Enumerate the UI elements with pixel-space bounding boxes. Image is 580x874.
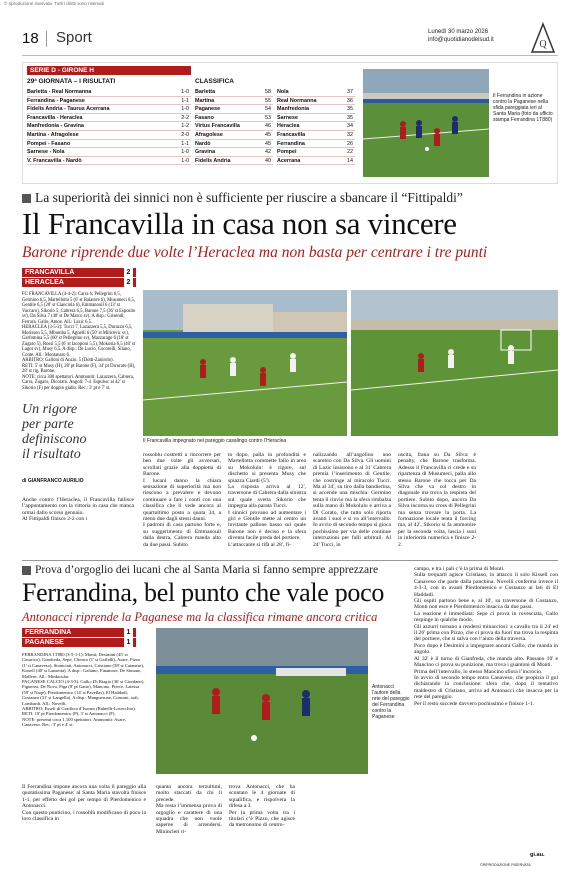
standing-row-label: Nola [277,89,289,95]
standings-right [277,88,355,165]
article2-scoreboard [22,628,136,648]
standing-row-label: Martina [195,97,215,104]
results-box [22,62,558,184]
result-row-label: Martina - Afragolese [27,131,79,138]
lineups-text: FC FRANCAVILLA (4-4-2): Carra 6; Pellegrini 6,5, Germino 6,5, Martellotta 5 (6' st Balatore 6), Musumeci 6,5, Gentile 6,5 (20' st Cianciola 6), Emmanouil 6 (13' st Vaccaro), Sikorio 5, Cabrera 6,5, Barone 7,5 (36' st Esposito sv), Da Silva 7 (48' st De Marco sv). A disp.: Grisendi, Ferrara, Gallo, Amoe. All.: Lazic 6,5. HERACLEA (3-5-2): Tucci 7, Lazazzera 5,5, Durazzo 6,5, Morisson 5,5, Mbumba 5, Agnelli 6 (50' st Milicevic sv), Garfomina 5,5 (60' st Pellegrino sv), Mazzarago 6 (18' st Zugaro 5), Rossi 5,5 (6' st Iacoponi 5,5), Mokosia 6,5 (40' st Lagor sv), Musy 6,5. A disp.: De Lucio, Cocorelli, Silano, Conte. All.: Montanaro 6. [22,292,136,358]
result-row [27,140,191,149]
standing-row-value: 45 [265,140,271,147]
kicker-square-icon [22,194,31,203]
standing-row-value: 35 [347,106,353,113]
article1-kicker [22,190,558,206]
standing-row [277,122,355,131]
result-row-label: Fidelis Andria - Taurus Acerrana [27,106,110,113]
standing-row [195,122,273,131]
standing-row-value: 40 [265,157,271,164]
result-row [27,148,191,157]
result-row [27,114,191,123]
article1-lineups [22,292,136,391]
standing-row-value: 32 [347,131,353,138]
standing-row [277,148,355,157]
standing-row [277,131,355,140]
header-date-block [428,28,494,44]
article1-column-2: rossoblu costretti a rincorrere per ben due volte gli avversari, scrollati grazie alla doppietta di Barone. I lucani danno la chiara sensazione di superiorità ma non riescono a prevalere e devono continuare a fare i conti con una classifica che li vede ancora al quartultimo posto a quota 34, a meno due dagli stessi dauni. I padroni di casa partono forte e, su suggerimento di Emmanouil dalla destra, Cabrera manda alto da due passi. Subito [143,452,221,548]
article1-byline: di GIANFRANCO AURILIO [22,478,84,484]
league-banner: SERIE D - GIRONE H [27,66,191,75]
article1-column-3: to dopo, palla in profondità e Martellotta commette fallo in area su Mokolulu: è rigore, sul dischetto si presenta Musy che spiazza Ciardi (5'). La risposta arriva al 12', traversone di Cabrera dalla sinistra sul quale svetta Sikorio che impegna alla parata Tucci. I sinnici provano ad aumentare i giri e Gentile mette al centro un invitante pallone basso sul quale Barone non è deciso e la sfera diventa facile preda del portiere. L’attaccante si rifà al 28', fi- [228,452,306,548]
result-row-label: Sarnese - Nola [27,149,65,156]
standing-row-label: Fidelis Andria [195,157,231,164]
article2-signoff: gi.au. [530,852,545,858]
francavilla-action-photo [351,290,558,436]
result-row [27,157,191,166]
standing-row-value: 54 [265,106,271,113]
standing-row-label: Barletta [195,89,216,95]
team-goals: 1 [124,628,133,637]
article2-column-2: quanto ancora terzultimi, molto staccati da chi li precede. Ma resta l’immensa prova di orgoglio e carattere di una squadra che non vuole saperne di arrendersi. Minincleri ri- [156,784,222,835]
result-row-label: Francavilla - Heraclea [27,114,83,121]
page-header [22,20,558,56]
article1-headline: Il Francavilla in casa non sa vincere [22,206,457,241]
standing-row-label: Real Normanna [277,97,317,104]
francavilla-match-photo [143,290,347,436]
article1-column-1: Anche contro l’Heraclea, il Francavilla fallisce l’appuntamento con la vittoria in casa che manca ormai dallo scorso gennaio. Al Fittipaldi finisce 2-2 con i [22,497,134,523]
standing-row-label: Nardò [195,140,211,147]
newspaper-logo-icon [530,22,556,54]
standing-row-label: Francavilla [277,131,306,138]
score-row [22,628,136,637]
team-name: PAGANESE [25,639,64,646]
standing-row-value: 46 [265,123,271,130]
article2-kicker-text: Prova d’orgoglio dei lucani che al Santa Maria si fanno sempre apprezzare [35,564,379,576]
result-row-value: 2-2 [181,114,189,121]
results-table [27,88,191,165]
result-row-value: 1-1 [181,140,189,147]
team-goals: 1 [124,638,133,647]
standing-row-label: Manfredonia [277,106,310,113]
result-row [27,105,191,114]
standing-row-value: 53 [265,114,271,121]
section-name: Sport [56,29,92,46]
standing-row [195,157,273,166]
result-row-label: Barletta - Real Normanna [27,89,92,95]
lineups-text: FERRANDINA 1T880 (3-5-1-1): Monti; Desimini (45' st Casarico), Gianfreda, Sepe, Clienco (1' st Gaffalli), Asare, Pizzo (1' st Canaveso), Stranciati, Antonacci, Cristiano (38' st Catanese), Kissell (40' st Lanzetta). A disp.: Galiano, Finamore, De Simone, Mallese. All.: Minkicular. PAGANESE CALCIO (4-3-3): Gallo; Di Biagio (36' st Giordano), Figuerea, De Nova, Piga (8' pt Gatto), Mancino, Pierce, Latessa (59' st Naqe), Pierdomenico (14' st Pavellas), El Haddadi, Costanzo (31' st Langella). A disp.: Manguerone, Consoni, sufi, Lombardi. All.: Novelli. [22,652,145,706]
result-row-value: 1-2 [181,123,189,130]
standing-row-value: 37 [347,89,353,95]
standing-row [195,88,273,97]
goals-text: RETI: 5' st Musy (H), 28' pt Barone (F), 34' pt Dicorato (H), 28' st rig. Barone. [22,363,136,374]
standing-row [195,105,273,114]
article1-column-5: uscita, frana su Da Silva: è penalty, che Barone trasforma. Adesso il Francavilla ci crede e su ripartenza di Musumeci, palla allo stesso Barone che tocca per Da Silva che va col destro in diagonale ma trova la respinta del portiere. Subito dopo, ancora Da Silva incorna su cross di Pellegrini ma senza trovare la porta. La formazione locale tenta il forcing ma, al 42', Sikorio si fa ammonire per la seconda volta, lascia i suoi in inferiorità numerica e finisce 2-2. [398,452,476,548]
article2-photo-caption: Antonacci l’autore della rete del pareggio del Ferrandina contro la Paganese [372,684,410,720]
standing-row [195,114,273,123]
standing-row-label: Acerrana [277,157,301,164]
referee-text: ARBITRO: Esseli di Gradisca d’Isonzo (Balnelli-Lovecchio). [22,706,136,712]
section-divider [22,560,558,561]
goals-text: RETI: 10' pt Pierdomenico (P), 3' st Antonacci (F). [22,711,116,717]
team-name: FRANCAVILLA [25,269,75,276]
notes-text: NOTE: circa 300 spettatori. Ammoniti: Lazazzera, Cabrera, Carra, Zugaro, Dicorato. Angoli: 7-4. Espulso: al 42' st Sikorio (F) per doppio giallo. Rec.: 3' pt e 7' st. [22,374,135,391]
result-row-value: 2-0 [181,131,189,138]
standing-row [277,105,355,114]
result-row-value: 1-0 [181,157,189,164]
score-row [22,268,136,277]
score-row [22,278,136,287]
article2-kicker [22,564,402,576]
referee-text: ARBITRO: Galloni di Anzio. 5 (Dotti-Zanirolo). [22,358,114,363]
article2-headline: Ferrandina, bel punto che vale poco [22,578,385,607]
standing-row [195,140,273,149]
team-name: HERACLEA [25,279,64,286]
standing-row-label: Sarnese [277,114,298,121]
header-divider [46,31,47,47]
standing-row-label: Gravina [195,149,216,156]
site-email: info@quotidianodelsud.it [428,37,494,43]
standing-row-label: Ferrandina [277,140,305,147]
standings-left [195,88,273,165]
team-goals: 2 [124,268,133,277]
standing-row [195,97,273,106]
standing-row [277,114,355,123]
result-row [27,131,191,140]
result-row-value: 1-1 [181,97,189,104]
standing-row-label: Pompei [277,149,297,156]
standing-row [277,88,355,97]
kicker-square-icon [22,566,31,575]
result-row-label: Ferrandina - Paganese [27,97,85,104]
page-number: 18 [22,30,39,47]
ferrandina-action-photo [363,69,489,177]
result-row-label: V. Francavilla - Nardò [27,157,82,164]
standing-row-value: 42 [265,149,271,156]
standing-row [277,157,355,166]
standing-row-value: 26 [347,140,353,147]
article1-subhead: Barone riprende due volte l’Heraclea ma non basta per centrare i tre punti [22,244,488,261]
result-row-label: Pompei - Fasano [27,140,71,147]
antonacci-photo [156,628,368,774]
team-name: FERRANDINA [25,629,72,636]
svg-text:Q: Q [539,39,547,50]
standing-row-value: 36 [347,97,353,104]
standing-row-value: 45 [265,131,271,138]
article2-column-4: campo, e tra i pali c’è la prima di Monti. Sulla trequarti agisce Cristiano, in attacco il solo Kissell con Canaveso che parte dalla panchina. Novelli conferma invece il 4-3-3, con in avanti Pierdomenico e Costanzo ai lati di El Haddadi. Gli ospiti partono bene e, al 10', su traversone di Costanzo, Monti non esce e Pierdomenico insacca da due passi. La reazione è immediata: Sepe ci prova in rovesciata, Gallo respinge in qualche modo. Gli azzurri tornano a rendersi minacciosi: a cavallo tra il 24' ed il 26' prima con Pizzo, che ci prova da fuori ma trova la respinta del portiere, che si salva con l’aiuto della traversa. Poco dopo è Desimini a impegnare ancora Gallo, che manda in angolo. Al 32' è il turno di Gianfreda, che manda alto. Passano 10' e Mancino ci prova su punizione, ma trova i guantoni di Monti. Prima dell’intervallo, lo stesso Mancino sfiora l’incrocio. In avvio di secondo tempo entra Canaveso, che propizia il gol dichiarando la conclusione: sfera che, dopo il tentativo maldestro di Cristiano, arriva ad Antonacci che insacca per la rete del pareggio. Per il resto succede davvero pochissimo e finisce 1-1. [414,566,558,707]
standing-row-label: Fasano [195,114,214,121]
result-row-label: Manfredonia - Gravina [27,123,84,130]
result-row [27,88,191,97]
article2-column-3: trova Antonacci, che ha scontato le 4 giornate di squalifica, e rispolvera la difesa a 3. Per la prima volta tra i titolari c’è Pizzo, che agisce da metronomo di centro- [229,784,295,829]
article1-pull-quote: Un rigore per parte definiscono il risultato [22,402,87,462]
standings-title: CLASSIFICA [195,78,234,85]
notes-text: NOTE: presenti circa 1.100 spettatori. Ammoniti: Asare, Canaveso. Rec.: 3' pt e 4' st. [22,716,126,728]
standing-row [195,131,273,140]
standing-row-label: Heraclea [277,123,300,130]
result-row [27,97,191,106]
standing-row [195,148,273,157]
standing-row-value: 22 [347,149,353,156]
issue-date: Lunedì 30 marzo 2026 [428,29,489,35]
standing-row-value: 55 [265,97,271,104]
article1-column-4: nalizzando all’angolino uno scambio con Da Silva. Gli uomini di Lazic insistono e al 31' Cabrera premia l’inserimento di Gentile, che costringe al miracolo Tucci. Ma al 34', su tiro dalla bandierina, si accende una mischia: Germino tenta il rinvio ma la sfera rimbalza sulla mano di Mokolulu e arriva a Di Corato, che tutto solo riporta avanti i suoi e si va all’intervallo. In avvio di secondo tempo si gioca pochissimo per via delle continue interruzioni per falli arbitrali. Al 24' Tucci, in [313,452,391,548]
team-goals: 2 [124,278,133,287]
standing-row [277,140,355,149]
copyright-notice: © riproduzione riservata. Tutti i diritti sono riservati [4,1,104,6]
result-row-value: 1-0 [181,106,189,113]
copyright-mark: ©RIPRODUZIONE RISERVATA [480,863,531,867]
results-photo-caption: Il Ferrandina in azione contro la Paganese nella sfida pareggiata ieri al Santa Maria (foto da ufficio stampa Ferrandina 1T880) [493,93,553,123]
article2-column-1: Il Ferrandina impone ancora una volta il pareggio alla quotatissima Paganese: al Santa Maria stavolta finisce 1-1, per effetto dei gol per tempo di Pierdomenico e Antonacci. Con questo punticino, i rossoblù modificano di poco la loro classifica in [22,784,146,823]
score-row [22,638,136,647]
standing-row-value: 35 [347,114,353,121]
article1-photo-caption: Il Francavilla impegnato nel pareggio casalingo contro l’Heraclea [143,438,287,444]
article2-lineups [22,652,146,728]
standing-row-label: Paganese [195,106,221,113]
article2-subhead: Antonacci riprende la Paganese ma la classifica rimane ancora critica [22,610,378,624]
result-row [27,122,191,131]
result-row-value: 1-0 [181,89,189,95]
standing-row-label: Virtus Francavilla [195,123,240,130]
standing-row-value: 34 [347,123,353,130]
article1-kicker-text: La superiorità dei sinnici non è sufficiente per riuscire a sbancare il “Fittipaldi” [35,190,463,205]
result-row-value: 1-0 [181,149,189,156]
round-title: 29ª GIORNATA – I RISULTATI [27,78,116,85]
article1-scoreboard [22,268,136,288]
standing-row-value: 14 [347,157,353,164]
standing-row-label: Afragolese [195,131,223,138]
standing-row [277,97,355,106]
standing-row-value: 58 [265,89,271,95]
